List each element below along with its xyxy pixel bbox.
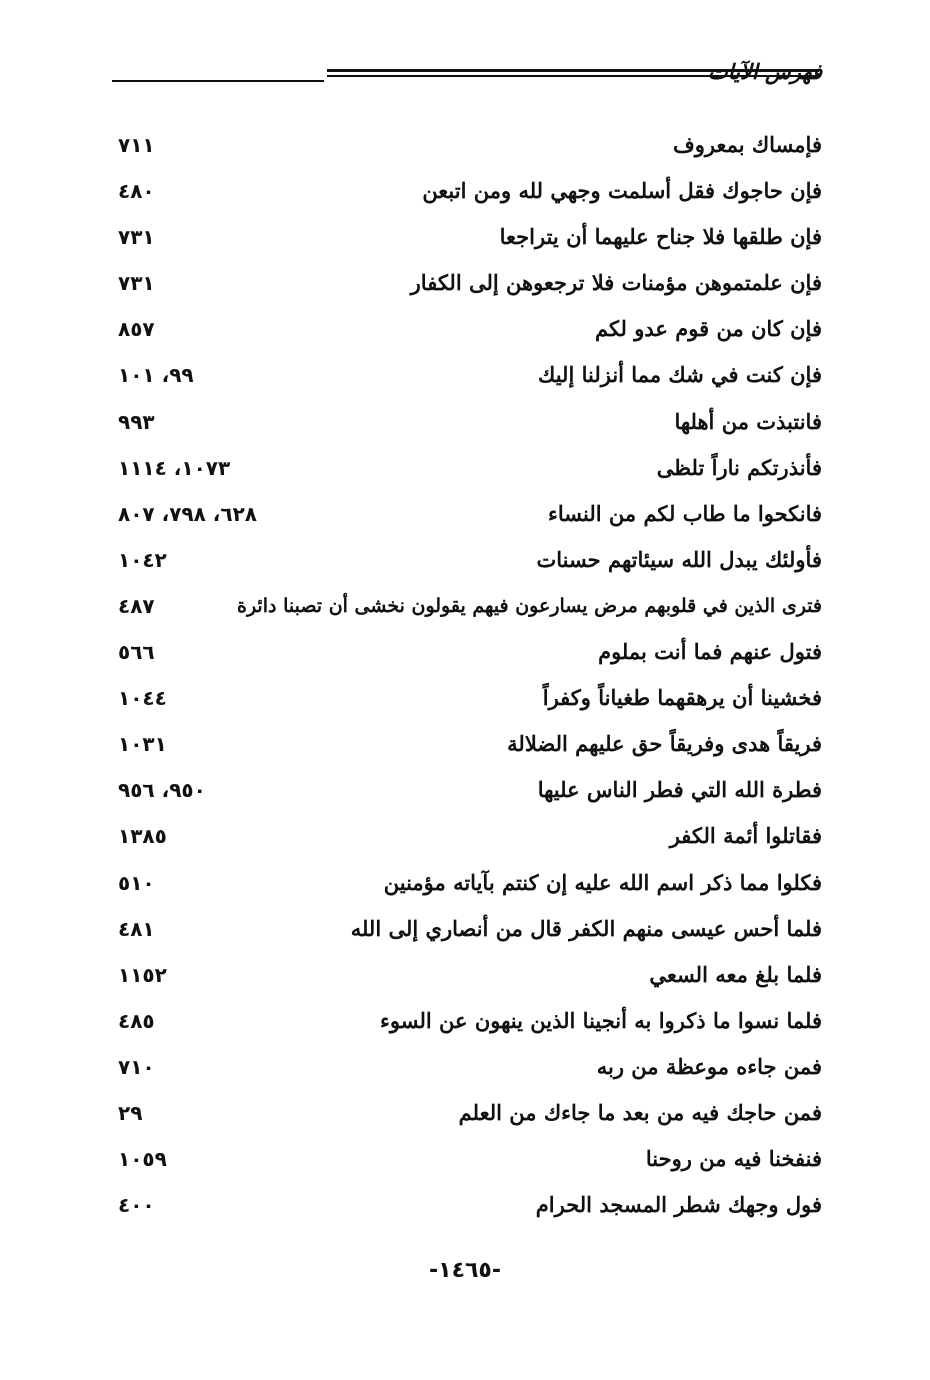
verse-text: فأنذرتكم ناراً تلظى bbox=[656, 454, 822, 480]
page-references: ٧٣١ bbox=[118, 271, 155, 296]
index-entry bbox=[112, 952, 822, 998]
index-entry bbox=[112, 445, 822, 491]
index-entry bbox=[112, 813, 822, 859]
page-references: ٤٨١ bbox=[118, 916, 155, 941]
index-entry bbox=[112, 675, 822, 721]
verse-text: فانتبذت من أهلها bbox=[674, 408, 822, 434]
index-entry bbox=[112, 214, 822, 260]
index-entry bbox=[112, 122, 822, 168]
index-entry bbox=[112, 583, 822, 629]
verse-text: فنفخنا فيه من روحنا bbox=[645, 1146, 822, 1172]
verse-text: فمن حاجك فيه من بعد ما جاءك من العلم bbox=[458, 1099, 822, 1125]
verse-text: فإن علمتموهن مؤمنات فلا ترجعوهن إلى الكفار bbox=[410, 270, 822, 296]
verse-text: فقاتلوا أئمة الكفر bbox=[669, 823, 822, 849]
index-entry bbox=[112, 537, 822, 583]
page-number: -١٤٦٥- bbox=[429, 1258, 501, 1283]
page-references: ٤٨٧ bbox=[118, 593, 155, 618]
verse-text: فمن جاءه موعظة من ربه bbox=[596, 1053, 822, 1079]
index-entry bbox=[112, 1090, 822, 1136]
index-entry bbox=[112, 306, 822, 352]
page-references: ١٠٥٩ bbox=[118, 1147, 167, 1172]
header-rule-left bbox=[112, 80, 324, 82]
index-entry bbox=[112, 860, 822, 906]
verse-text: فأولئك يبدل الله سيئاتهم حسنات bbox=[536, 546, 822, 572]
page-references: ١٣٨٥ bbox=[118, 824, 167, 849]
verse-text: فإن كان من قوم عدو لكم bbox=[594, 316, 822, 342]
page-references: ١٠٣١ bbox=[118, 732, 167, 757]
index-entry bbox=[112, 491, 822, 537]
verse-text: فإمساك بمعروف bbox=[672, 132, 822, 157]
page-references: ٦٢٨، ٧٩٨، ٨٠٧ bbox=[118, 501, 257, 526]
verse-index-list bbox=[112, 122, 822, 1228]
verse-text: فخشينا أن يرهقهما طغياناً وكفراً bbox=[542, 685, 822, 711]
page-references: ٤٠٠ bbox=[118, 1193, 155, 1218]
index-entry bbox=[112, 168, 822, 214]
page-references: ٧١٠ bbox=[118, 1054, 155, 1079]
index-entry bbox=[112, 721, 822, 767]
running-header bbox=[112, 58, 822, 88]
verse-text: فريقاً هدى وفريقاً حق عليهم الضلالة bbox=[507, 731, 822, 757]
page-references: ٩٩، ١٠١ bbox=[118, 363, 194, 388]
verse-text: فترى الذين في قلوبهم مرض يسارعون فيهم يقولون نخشى أن تصبنا دائرة bbox=[236, 594, 822, 617]
verse-text: فلما نسوا ما ذكروا به أنجينا الذين ينهون عن السوء bbox=[380, 1007, 822, 1033]
verse-text: فلما بلغ معه السعي bbox=[649, 961, 822, 987]
index-entry bbox=[112, 1044, 822, 1090]
page-references: ٥١٠ bbox=[118, 870, 155, 895]
index-entry bbox=[112, 352, 822, 398]
verse-text: فإن طلقها فلا جناح عليهما أن يتراجعا bbox=[499, 224, 822, 250]
index-entry bbox=[112, 767, 822, 813]
page-references: ٩٩٣ bbox=[118, 409, 155, 434]
index-entry bbox=[112, 260, 822, 306]
page-references: ١١٥٢ bbox=[118, 962, 167, 987]
page-references: ١٠٧٣، ١١١٤ bbox=[118, 455, 231, 480]
page-references: ١٠٤٢ bbox=[118, 547, 167, 572]
page-references: ٧١١ bbox=[118, 133, 155, 157]
page-references: ٤٨٠ bbox=[118, 179, 155, 204]
verse-text: فتول عنهم فما أنت بملوم bbox=[598, 639, 822, 665]
index-entry bbox=[112, 629, 822, 675]
header-title: فهرس الآيات bbox=[707, 59, 822, 84]
verse-text: فإن كنت في شك مما أنزلنا إليك bbox=[538, 362, 822, 388]
verse-text: فانكحوا ما طاب لكم من النساء bbox=[548, 500, 822, 526]
index-entry bbox=[112, 1182, 822, 1228]
page-references: ٩٥٠، ٩٥٦ bbox=[118, 778, 206, 803]
index-entry bbox=[112, 399, 822, 445]
verse-text: فطرة الله التي فطر الناس عليها bbox=[537, 777, 822, 803]
index-entry bbox=[112, 998, 822, 1044]
index-entry bbox=[112, 906, 822, 952]
verse-text: فلما أحس عيسى منهم الكفر قال من أنصاري إلى الله bbox=[350, 915, 822, 941]
verse-text: فإن حاجوك فقل أسلمت وجهي لله ومن اتبعن bbox=[422, 178, 822, 204]
verse-text: فكلوا مما ذكر اسم الله عليه إن كنتم بآياته مؤمنين bbox=[383, 869, 822, 895]
page-references: ٧٣١ bbox=[118, 225, 155, 250]
page-references: ٨٥٧ bbox=[118, 317, 155, 342]
index-entry bbox=[112, 1136, 822, 1182]
page-references: ١٠٤٤ bbox=[118, 686, 167, 711]
page-references: ٢٩ bbox=[118, 1100, 143, 1125]
page-references: ٥٦٦ bbox=[118, 640, 155, 665]
verse-text: فول وجهك شطر المسجد الحرام bbox=[535, 1192, 822, 1218]
page-references: ٤٨٥ bbox=[118, 1008, 155, 1033]
